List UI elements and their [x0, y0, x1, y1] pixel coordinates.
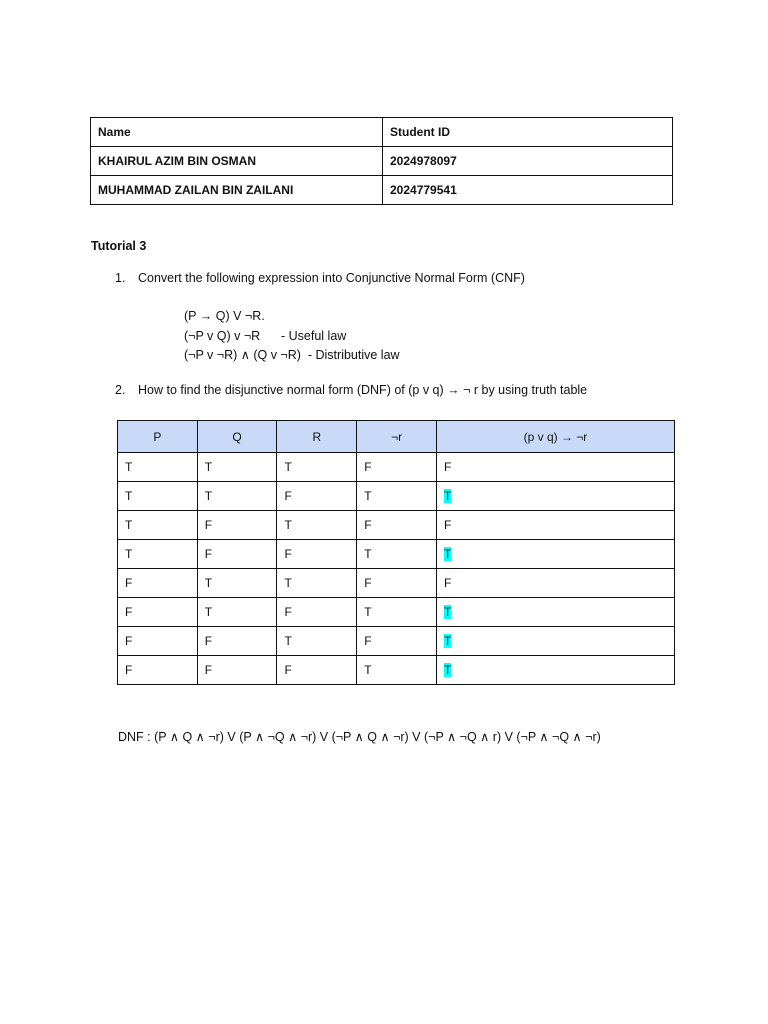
p-value: T [125, 547, 133, 561]
truth-table-header-row [118, 421, 675, 453]
p-value: F [125, 605, 133, 619]
cnf-step: (¬P v Q) v ¬R - Useful law [184, 328, 347, 343]
truth-table-row [118, 598, 675, 627]
student-row [91, 147, 673, 176]
cnf-step: (¬P v ¬R) ∧ (Q v ¬R) - Distributive law [184, 348, 400, 362]
r-value-cell [277, 656, 357, 685]
q-value: F [204, 663, 213, 677]
p-value: F [125, 576, 133, 590]
p-value: F [125, 663, 133, 677]
p-value-cell [118, 453, 198, 482]
p-value: T [125, 460, 133, 474]
truth-table-row [118, 656, 675, 685]
truth-table-row [118, 453, 675, 482]
tutorial-title: Tutorial 3 [91, 239, 147, 253]
q-value-cell [197, 511, 277, 540]
r-value: T [284, 576, 292, 590]
question-2-number: 2. [115, 383, 126, 397]
truth-table-row [118, 569, 675, 598]
r-value: F [284, 489, 292, 503]
q-value-cell [197, 656, 277, 685]
p-value-cell [118, 656, 198, 685]
q-value: T [204, 576, 213, 590]
p-value-cell [118, 511, 198, 540]
result-value: T [443, 663, 452, 677]
column-header-not-r: ¬r [357, 421, 437, 453]
not-r-value: T [364, 663, 372, 677]
name-header: Name [91, 118, 383, 147]
p-value-cell [118, 627, 198, 656]
p-value-cell [118, 569, 198, 598]
r-value-cell [277, 482, 357, 511]
result-value-cell [436, 656, 674, 685]
not-r-value-cell [357, 482, 437, 511]
p-value-cell [118, 482, 198, 511]
q-value-cell [197, 540, 277, 569]
r-value: F [284, 605, 292, 619]
student-row [91, 176, 673, 205]
student-name: KHAIRUL AZIM BIN OSMAN [91, 147, 383, 176]
q-value: F [204, 547, 213, 561]
result-value-cell [436, 511, 674, 540]
question-2-text: How to find the disjunctive normal form (DNF) of (p v q) → ¬ r by using truth table [138, 383, 588, 397]
q-value: T [204, 605, 213, 619]
result-value-cell [436, 569, 674, 598]
r-value: T [284, 518, 292, 532]
not-r-value-cell [357, 627, 437, 656]
cnf-steps [184, 307, 400, 366]
not-r-value: T [364, 489, 372, 503]
column-header-p: P [118, 421, 198, 453]
truth-table-row [118, 482, 675, 511]
truth-table-row [118, 540, 675, 569]
result-value-cell [436, 540, 674, 569]
r-value: F [284, 547, 292, 561]
r-value-cell [277, 627, 357, 656]
not-r-value-cell [357, 569, 437, 598]
not-r-value: T [364, 605, 372, 619]
p-value: T [125, 489, 133, 503]
p-value-cell [118, 540, 198, 569]
q-value-cell [197, 453, 277, 482]
q-value-cell [197, 598, 277, 627]
dnf-result: DNF : (P ∧ Q ∧ ¬r) V (P ∧ ¬Q ∧ ¬r) V (¬P ∧ Q ∧ ¬r) V (¬P ∧ ¬Q ∧ r) V (¬P ∧ ¬Q ∧ ¬r) [118, 730, 601, 744]
result-value: T [443, 605, 452, 619]
q-value: T [204, 489, 213, 503]
q-value-cell [197, 627, 277, 656]
r-value-cell [277, 540, 357, 569]
r-value-cell [277, 569, 357, 598]
p-value: T [125, 518, 133, 532]
not-r-value: F [364, 460, 372, 474]
student-id-header: Student ID [383, 118, 673, 147]
truth-table-row [118, 627, 675, 656]
result-value: F [443, 460, 452, 474]
question-1-number: 1. [115, 271, 126, 285]
cnf-step: (P → Q) V ¬R. [184, 309, 265, 323]
result-value: F [443, 518, 452, 532]
not-r-value: T [364, 547, 372, 561]
r-value: F [284, 663, 292, 677]
column-header-r: R [277, 421, 357, 453]
result-value: F [443, 576, 452, 590]
r-value-cell [277, 511, 357, 540]
not-r-value-cell [357, 511, 437, 540]
q-value-cell [197, 569, 277, 598]
column-header-result: (p v q) → ¬r [436, 421, 674, 453]
student-name: MUHAMMAD ZAILAN BIN ZAILANI [91, 176, 383, 205]
not-r-value-cell [357, 540, 437, 569]
column-header-q: Q [197, 421, 277, 453]
result-value: T [443, 489, 452, 503]
truth-table [117, 420, 675, 685]
q-value: F [204, 518, 213, 532]
r-value-cell [277, 453, 357, 482]
not-r-value: F [364, 576, 372, 590]
p-value-cell [118, 598, 198, 627]
question-1-text: Convert the following expression into Conjunctive Normal Form (CNF) [138, 271, 525, 285]
not-r-value-cell [357, 656, 437, 685]
r-value: T [284, 460, 292, 474]
student-table-header-row [91, 118, 673, 147]
not-r-value: F [364, 518, 372, 532]
result-value: T [443, 634, 452, 648]
q-value-cell [197, 482, 277, 511]
r-value: T [284, 634, 292, 648]
student-id: 2024978097 [383, 147, 673, 176]
truth-table-row [118, 511, 675, 540]
student-info-table [90, 117, 673, 205]
result-value-cell [436, 627, 674, 656]
result-value-cell [436, 598, 674, 627]
not-r-value-cell [357, 598, 437, 627]
r-value-cell [277, 598, 357, 627]
not-r-value-cell [357, 453, 437, 482]
p-value: F [125, 634, 133, 648]
not-r-value: F [364, 634, 372, 648]
result-value: T [443, 547, 452, 561]
student-id: 2024779541 [383, 176, 673, 205]
result-value-cell [436, 453, 674, 482]
result-value-cell [436, 482, 674, 511]
q-value: T [204, 460, 213, 474]
q-value: F [204, 634, 213, 648]
